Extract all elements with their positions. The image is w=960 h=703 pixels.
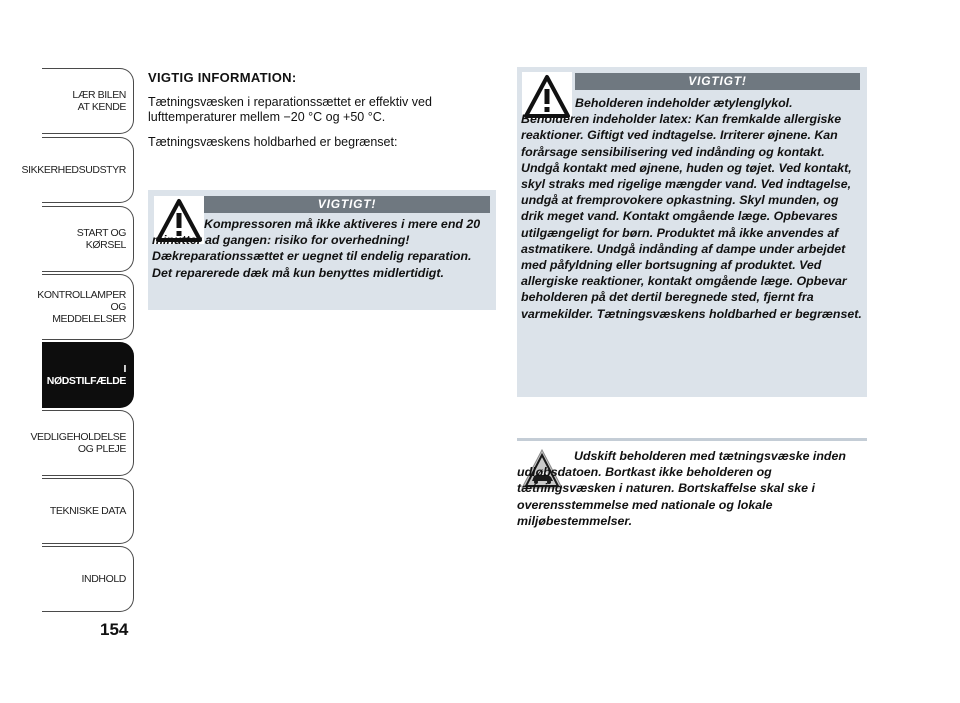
warning-header: VIGTIGT! bbox=[575, 73, 860, 90]
sidebar-tab-indhold[interactable]: INDHOLD bbox=[42, 546, 134, 612]
compressor-warning-box bbox=[148, 190, 496, 310]
warning-header: VIGTIGT! bbox=[204, 196, 490, 213]
page-number: 154 bbox=[100, 620, 129, 639]
sidebar-tab-kontrollamper[interactable]: KONTROLLAMPER OG MEDDELELSER bbox=[42, 274, 134, 340]
chemical-warning-box bbox=[517, 67, 867, 397]
sidebar-tab-tekniske-data[interactable]: TEKNISKE DATA bbox=[42, 478, 134, 544]
paragraph-temperature: Tætningsvæsken i reparationssættet er effektiv ved lufttemperaturer mellem −20 °C og +50 °C. bbox=[148, 95, 432, 124]
divider bbox=[517, 438, 867, 441]
paragraph-shelf-life: Tætningsvæskens holdbarhed er begrænset: bbox=[148, 135, 398, 149]
sidebar-tab-i-nodstilfaelde[interactable]: I NØDSTILFÆLDE bbox=[42, 342, 134, 408]
warning-text: Kompressoren må ikke aktiveres i mere end 20 minutter ad gangen: risiko for overhedning! Dækreparationssættet er uegnet til endelig reparation. Det reparerede dæk må kun benyttes midlertidigt. bbox=[152, 217, 481, 280]
sidebar-tab-laer-bilen-at-kende[interactable]: LÆR BILEN AT KENDE bbox=[42, 68, 134, 134]
sidebar-tab-sikkerhedsudstyr[interactable]: SIKKERHEDSUDSTYR bbox=[42, 137, 134, 203]
sidebar-tab-vedligeholdelse[interactable]: VEDLIGEHOLDELSE OG PLEJE bbox=[42, 410, 134, 476]
warning-text: Beholderen indeholder ætylenglykol. Beholderen indeholder latex: Kan fremkalde allergiske reaktioner. Giftigt ved indtagelse. Irriterer øjnene. Kan forårsage sensibilisering ved indånding og kontakt. Undgå kontakt med øjnene, huden og tøjet. Ved kontakt, skyl straks med rigelige mængder vand. Ved indtagelse, undgå at fremprovokere opkastning. Skyl munden, og drik meget vand. Kontakt omgående læge. Opbevares utilgængeligt for børn. Produktet må ikke anvendes af astmatikere. Undgå indånding af dampe under arbejdet med påfyldning eller bortsugning af produktet. Ved allergiske reaktioner, kontakt omgående læge. Opbevar beholderen på det dertil beregnede sted, fjernt fra varmekilder. Tætningsvæskens holdbarhed er begrænset. bbox=[521, 96, 862, 321]
sidebar-tab-start-og-korsel[interactable]: START OG KØRSEL bbox=[42, 206, 134, 272]
environment-text: Udskift beholderen med tætningsvæske inden udløbsdatoen. Bortkast ikke beholderen og tætningsvæsken i naturen. Bortskaffelse skal ske i overensstemmelse med nationale og lokale miljøbestemmelser. bbox=[517, 449, 846, 528]
section-title: VIGTIG INFORMATION: bbox=[148, 70, 297, 85]
